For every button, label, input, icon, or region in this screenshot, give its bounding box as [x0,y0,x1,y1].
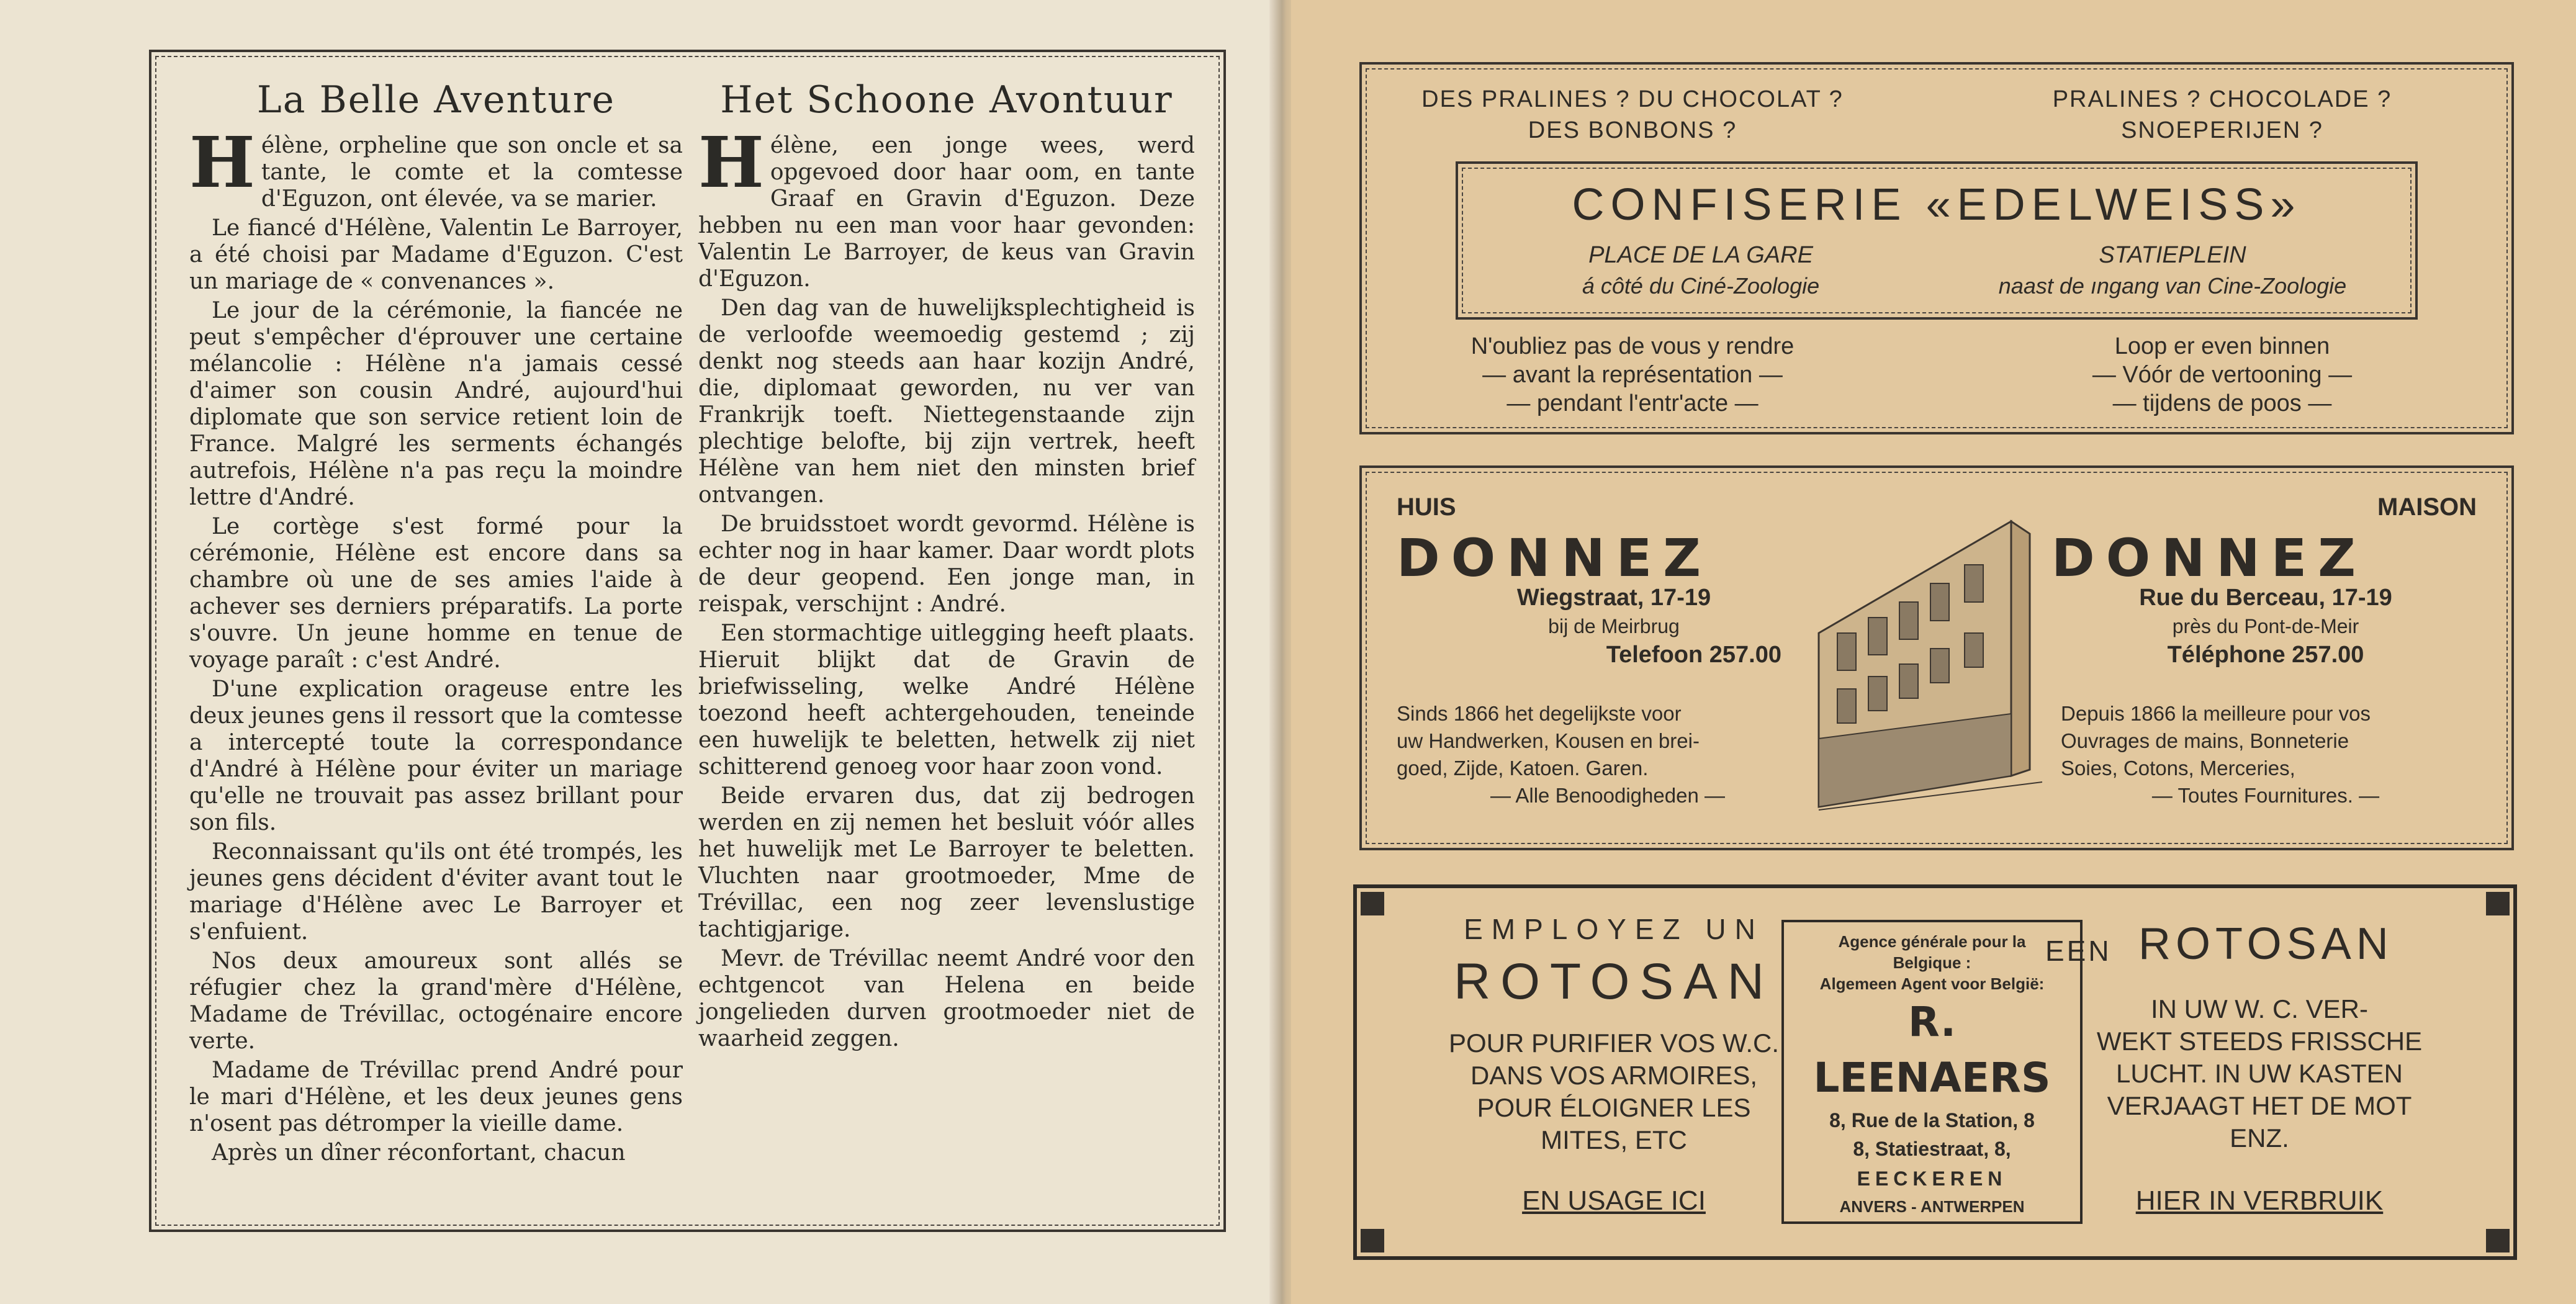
ad3-corner [2486,892,2510,915]
ad2-address-nl: Wiegstraat, 17-19 bij de Meirbrug Telefoon 257.00 [1516,585,1781,668]
ad3-kicker-nl: EEN [2045,935,2112,967]
dropcap-nl: H [698,122,764,204]
ad1-place-fr: PLACE DE LA GARE [1588,242,1813,268]
left-page [0,0,1276,1304]
ad2-body-nl: Sinds 1866 het degelijkste voor uw Handwerken, Kousen en brei- goed, Zijde, Katoen. Garen. — Alle Benoodigheden — [1397,702,1725,807]
ad3-foot-fr: EN USAGE ICI [1522,1185,1706,1216]
ad3-corner [1361,892,1384,915]
synopsis-fr-title: La Belle Aventure [256,78,616,122]
ad3-name-fr: ROTOSAN [1454,953,1774,1010]
agent-details: Agence générale pour la Belgique : Algemeen Agent voor België: R. LEENAERS 8, Rue de la Station, 8 8, Statiestraat, 8, EECKEREN ANVERS - ANTWERPEN [1813,932,2051,1216]
ad1-question-fr: DES PRALINES ? DU CHOCOLAT ? DES BONBONS ? [1421,86,1844,143]
nl-paragraph: Den dag van de huwelijksplechtigheid is de verloofde weemoedig gestemd ; zij denkt nog steeds aan haar kozijn André, die, diplomaat geworden, nu ver van Frankrijk toeft. Niettegenstaande zijn plechtige belofte, bij zijn vertrek, heeft Hélène van hem niet den minsten brief ontvangen. [698,295,1195,508]
fr-paragraph: élène, orpheline que son oncle et sa tante, le comte et la comtesse d'Eguzon, ont élevée, va se marier. [261,133,683,212]
ad3-body-fr: POUR PURIFIER VOS W.C. DANS VOS ARMOIRES, POUR ÉLOIGNER LES MITES, ETC [1448,1028,1780,1154]
right-page [1291,0,2576,1304]
nl-paragraph: Beide ervaren dus, dat zij bedrogen werden en zij nemen het besluit vóór alles het huwelijk met Le Barroyer te beletten. Vluchten naar grootmoeder, Mme de Trévillac, een nog zeer levenslustige tachtigjarige. [698,783,1195,942]
fr-paragraph: Le cortège s'est formé pour la cérémonie, Hélène est encore dans sa chambre où une de ses amies l'aide à achever ses derniers préparatifs. La porte s'ouvre. Un jeune homme en tenue de voyage paraît : c'est André. [189,514,683,673]
ad3-name-nl: ROTOSAN [2138,919,2394,969]
nl-paragraph: De bruidsstoet wordt gevormd. Hélène is echter nog in haar kamer. Daar wordt plots de deur geopend. Een jonge man, in reispak, verschijnt : André. [698,511,1195,617]
nl-paragraph: élène, een jonge wees, werd opgevoed door haar oom, en tante Graaf en Gravin d'Eguzon. Deze hebben nu een man voor haar gevonden: Valentin Le Barroyer, de keus van Gravin d'Eguzon. [698,133,1195,292]
ad1-call-fr: N'oubliez pas de vous y rendre — avant la représentation — — pendant l'entr'acte — [1470,333,1795,416]
ad1-shop-name: CONFISERIE «EDELWEISS» [1572,180,2302,230]
ad1-sub-nl: naast de ıngang van Cine-Zoologie [1998,273,2347,299]
synopsis-fr [189,78,683,1169]
ad3-corner [2486,1229,2510,1252]
fr-paragraph: Le fiancé d'Hélène, Valentin Le Barroyer, a été choisi par Madame d'Eguzon. C'est un mariage de « convenances ». [189,215,683,294]
fr-paragraph: Nos deux amoureux sont allés se réfugier chez la grand'mère d'Hélène, Madame de Trévillac, octogénaire encore verte. [189,948,683,1054]
nl-paragraph: Een stormachtige uitlegging heeft plaats. Hieruit blijkt dat de Gravin de briefwisseling, welke André Hélène toezond heeft achtergehouden, teneinde een huwelijk te beletten, hetwelk zij niet schitterend genoeg voor haar zoon vond. [698,621,1195,780]
nl-paragraph: Mevr. de Trévillac neemt André voor den echtgencot van Helena en beide jongelieden durven grootmoeder niet de waarheid zeggen. [698,946,1195,1051]
fr-paragraph: Reconnaissant qu'ils ont été trompés, les jeunes gens décident d'éviter avant tout le mariage d'Hélène avec Le Barroyer et s'enfuient. [189,839,683,945]
ad3-corner [1361,1229,1384,1252]
fr-paragraph: D'une explication orageuse entre les deux jeunes gens il ressort que la comtesse a intercepté toute la correspondance d'André à Hélène pour éviter un mariage qu'elle ne trouvait pas assez brillant pour son fils. [189,677,683,835]
dropcap-fr: H [189,122,255,204]
ad2-label-nl: HUIS [1397,493,1456,521]
ad2-body-fr: Depuis 1866 la meilleure pour vos Ouvrages de mains, Bonneterie Soies, Cotons, Merceries, — Toutes Fournitures. — [2061,702,2380,807]
synopsis-nl-title: Het Schoone Avontuur [720,78,1173,122]
ad1-call-nl: Loop er even binnen — Vóór de vertooning — — tijdens de poos — [2092,333,2353,416]
ad3-foot-nl: HIER IN VERBRUIK [2135,1185,2384,1216]
ad2-label-fr: MAISON [2377,493,2477,521]
ad3-body-nl: IN UW W. C. VER- WEKT STEEDS FRISSCHE LUCHT. IN UW KASTEN VERJAAGT HET DE MOT ENZ. [2096,994,2423,1153]
fr-paragraph: Le jour de la cérémonie, la fiancée ne peut s'empêcher d'éprouver une certaine mélancolie : Hélène n'a jamais cessé d'aimer son cousin André, aujourd'hui diplomate que son service retient loin de France. Malgré les serments échangés autrefois, Hélène n'a pas reçu la moindre lettre d'André. [189,298,683,510]
fr-paragraph: Après un dîner réconfortant, chacun [212,1140,626,1166]
synopsis-nl [698,78,1195,1054]
ad2-name-fr: DONNEZ [2051,528,2367,588]
fr-paragraph: Madame de Trévillac prend André pour le mari d'Hélène, et les deux jeunes gens n'osent pas détromper la vieille dame. [189,1058,683,1136]
storefront-illustration [1806,509,2055,819]
ad1-sub-fr: á côté du Ciné-Zoologie [1582,273,1820,299]
ad3-kicker-fr: EMPLOYEZ UN [1464,913,1764,945]
ad2-address-fr: Rue du Berceau, 17-19 près du Pont-de-Meir Téléphone 257.00 [2139,585,2392,668]
ad1-question-nl: PRALINES ? CHOCOLADE ? SNOEPERIJEN ? [2052,86,2392,143]
ad1-place-nl: STATIEPLEIN [2099,242,2246,268]
ad2-name-nl: DONNEZ [1397,528,1713,588]
